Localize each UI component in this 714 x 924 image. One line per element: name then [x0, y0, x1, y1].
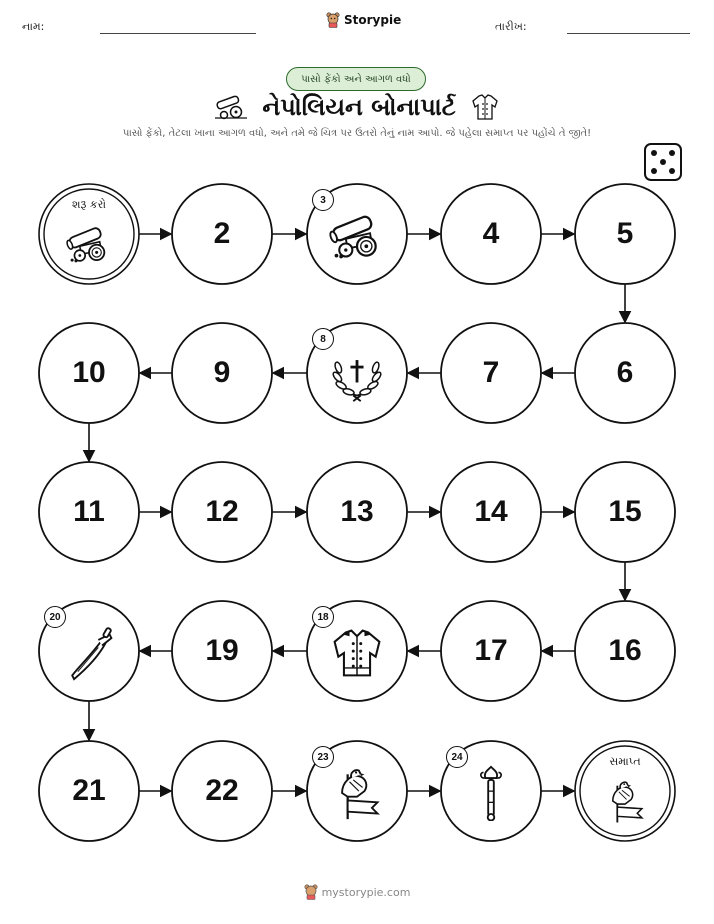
space-number: 14 [474, 495, 508, 528]
page-title: નેપોલિયન બોનાપાર્ટ [262, 93, 456, 121]
instructions: પાસો ફેંકો, તેટલા ખાના આગળ વધો, અને તમે જે ચિત્ર પર ઉતરો તેનું નામ આપો. જે પહેલા સમાપ્ત પર પહોંચે તે જીતે! [122, 128, 592, 139]
space-number: 16 [608, 634, 642, 667]
space-number-badge: 24 [446, 746, 468, 768]
footer [0, 884, 714, 900]
subtitle-pill: પાસો ફેંકો અને આગળ વધો [286, 67, 426, 91]
space-number: 4 [482, 217, 500, 250]
space-number: 22 [205, 774, 239, 807]
space-number: 19 [205, 634, 239, 667]
space-number: 12 [205, 495, 239, 528]
space-number-badge: 20 [44, 606, 66, 628]
space-number: 17 [474, 634, 508, 667]
footer-site: mystorypie.com [321, 885, 411, 899]
space-number: 5 [616, 217, 634, 250]
space-number: 7 [482, 356, 500, 389]
space-number-badge: 8 [312, 328, 334, 350]
start-label: શરૂ કરો [71, 198, 107, 211]
space-number-badge: 23 [312, 746, 334, 768]
bear-mascot-icon [304, 884, 318, 900]
space-number: 2 [213, 217, 231, 250]
date-label: તારીખ: [495, 20, 527, 33]
space-number-badge: 3 [312, 189, 334, 211]
space-number: 6 [616, 356, 634, 389]
space-number: 13 [340, 495, 374, 528]
space-number-badge: 18 [312, 606, 334, 628]
space-number: 21 [72, 774, 106, 807]
finish-label: સમાપ્ત [609, 755, 641, 768]
name-label: નામ: [22, 20, 45, 33]
space-number: 15 [608, 495, 642, 528]
space-number: 11 [73, 495, 105, 528]
space-number: 10 [72, 356, 106, 389]
space-number: 9 [213, 356, 231, 389]
brand-name: Storypie [344, 13, 402, 27]
